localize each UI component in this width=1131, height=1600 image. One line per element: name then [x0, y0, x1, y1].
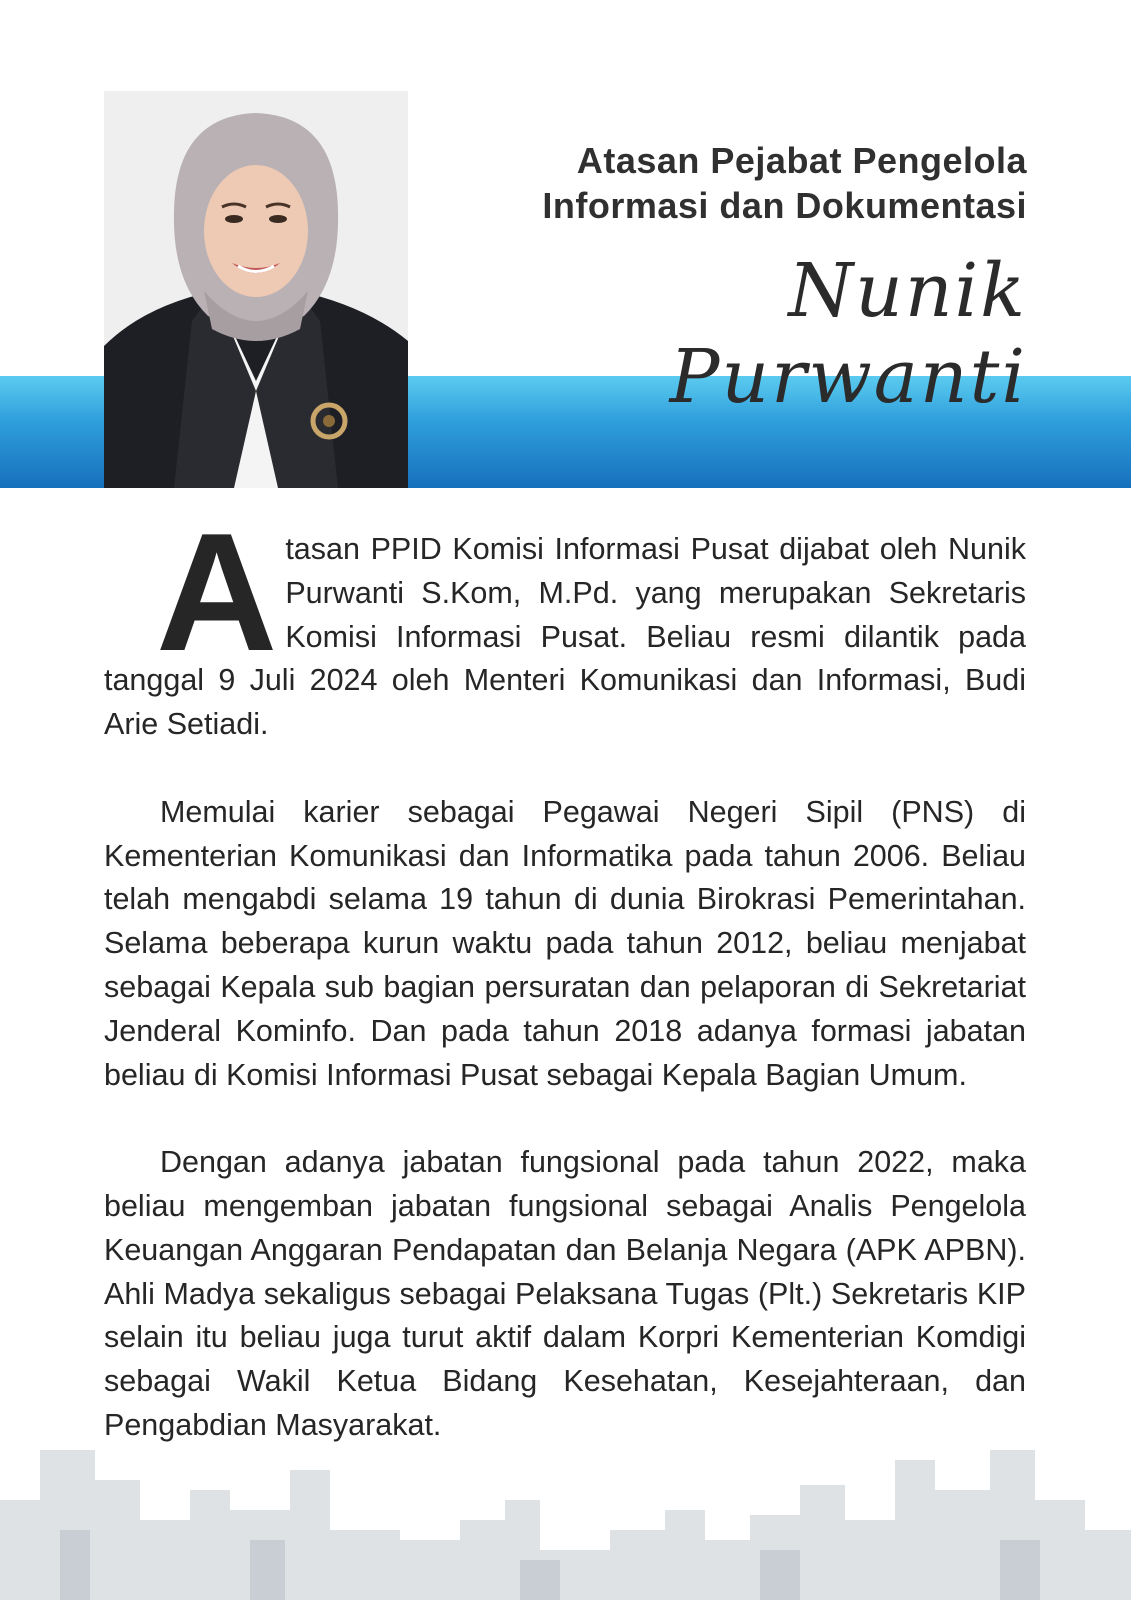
- portrait-icon: [104, 91, 408, 488]
- paragraph-1: [104, 498, 1026, 747]
- paragraph-3: Dengan adanya jabatan fungsional pada tahun 2022, maka beliau mengemban jabatan fungsional sebagai Analis Pengelola Keuangan Anggaran Pendapatan dan Belanja Negara (APK APBN). Ahli Madya sekaligus sebagai Pelaksana Tugas (Plt.) Sekretaris KIP selain itu beliau juga turut aktif dalam Korpri Kementerian Komdigi sebagai Wakil Ketua Bidang Kesehatan, Kesejahteraan, dan Pengabdian Masyarakat.: [104, 1145, 1026, 1442]
- dropcap-letter: A: [156, 498, 278, 686]
- article-body: [104, 498, 1026, 1492]
- title-line-2: Informasi dan Dokumentasi: [542, 185, 1027, 226]
- paragraph-1-text: tasan PPID Komisi Informasi Pusat dijabat oleh Nunik Purwanti S.Kom, M.Pd. yang merupakan Sekretaris Komisi Informasi Pusat. Beliau resmi dilantik pada tanggal 9 Juli 2024 oleh Menteri Komunikasi dan Informasi, Budi Arie Setiadi.: [104, 532, 1026, 742]
- title-line-1: Atasan Pejabat Pengelola: [576, 140, 1027, 181]
- paragraph-2: Memulai karier sebagai Pegawai Negeri Sipil (PNS) di Kementerian Komunikasi dan Informatika pada tahun 2006. Beliau telah mengabdi selama 19 tahun di dunia Birokrasi Pemerintahan. Selama beberapa kurun waktu pada tahun 2012, beliau menjabat sebagai Kepala sub bagian persuratan dan pelaporan di Sekretariat Jenderal Kominfo. Dan pada tahun 2018 adanya formasi jabatan beliau di Komisi Informasi Pusat sebagai Kepala Bagian Umum.: [104, 794, 1026, 1092]
- portrait-photo: [104, 91, 408, 488]
- page-title: [387, 138, 1027, 228]
- signature-name: Nunik Purwanti: [669, 248, 1027, 420]
